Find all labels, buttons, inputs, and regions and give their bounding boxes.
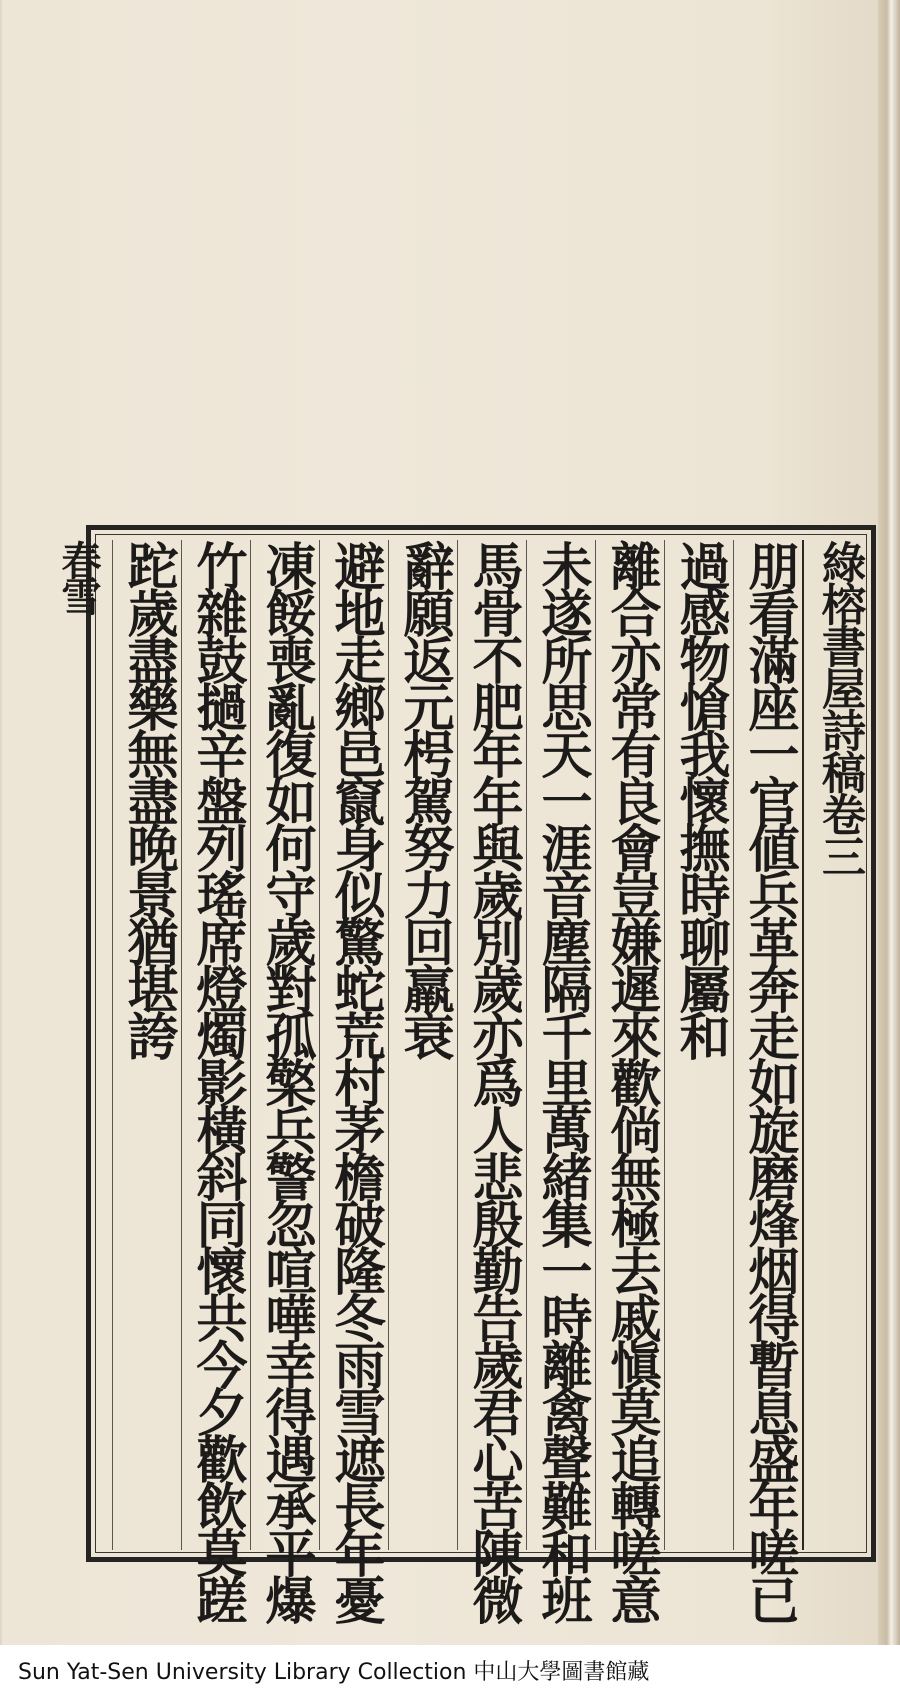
page-edge — [878, 0, 900, 1645]
column-text: 竹雜鼓撾辛盤列瑤席燈燭影橫斜同懷共今夕歡飲莫蹉 — [187, 540, 247, 1621]
column-text: 離合亦常有良會豈嫌遲來歡倘無極去戚愼莫追轉嗟意 — [601, 540, 661, 1621]
column-text: 朋看滿座一官値兵革奔走如旋磨烽烟得暫息盛年嗟已 — [739, 540, 799, 1621]
page-fold — [0, 0, 2, 1645]
column-10 — [112, 540, 181, 1550]
column-8 — [250, 540, 319, 1621]
text-block — [55, 525, 876, 1621]
column-text: 避地走鄉邑竄身似驚蛇荒村茅檐破隆冬雨雪遮長年憂 — [325, 540, 385, 1621]
column-text: 辭願返元枵駕努力回羸衰 — [394, 540, 454, 1057]
column-9 — [181, 540, 250, 1621]
column-text: 馬骨不肥年年與歲別歲亦爲人悲殷勤告歲君心苦陳微 — [463, 540, 523, 1621]
footer — [0, 1645, 900, 1700]
column-text: 凍餒喪亂復如何守歲對孤檠兵警忽喧嘩幸得遇承平爆 — [256, 540, 316, 1621]
column-5 — [457, 540, 526, 1621]
column-7 — [319, 540, 388, 1621]
column-6 — [388, 540, 457, 1550]
column-11 — [55, 540, 112, 1550]
column-4 — [526, 540, 595, 1621]
collection-credit: Sun Yat-Sen University Library Collection 中山大學圖書館藏 — [18, 1660, 650, 1685]
column-text: 綠榕書屋詩稿卷三 — [814, 540, 865, 876]
column-text: 過感物愴我懷撫時聊屬和 — [670, 540, 730, 1057]
column-text: 未遂所思天一涯音塵隔千里萬緒集一時離禽聲難和班 — [532, 540, 592, 1621]
column-1 — [733, 540, 802, 1621]
column-title — [802, 540, 871, 1550]
column-text: 跎歲盡樂無盡晚景猶堪誇 — [118, 540, 178, 1057]
column-text: 春雪 — [55, 540, 102, 612]
column-3 — [595, 540, 664, 1621]
column-2 — [664, 540, 733, 1550]
